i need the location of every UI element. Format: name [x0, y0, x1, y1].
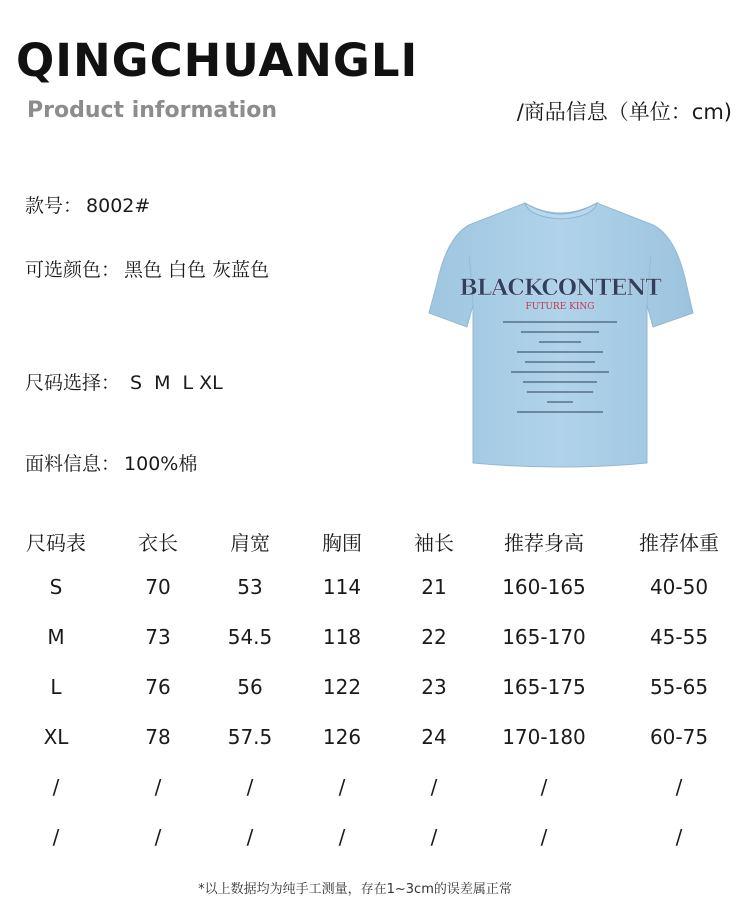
table-cell: 165-170: [502, 625, 586, 649]
brand-title: QINGCHUANGLI: [16, 34, 419, 87]
table-cell: 53: [237, 575, 263, 599]
table-cell: /: [338, 825, 346, 849]
style-number-value: 8002#: [86, 195, 151, 217]
header-chest: 胸围: [322, 530, 362, 555]
table-cell: 57.5: [227, 725, 273, 749]
table-cell: 54.5: [227, 625, 273, 649]
table-cell: 78: [145, 725, 171, 749]
table-cell: /: [338, 775, 346, 799]
table-cell: /: [52, 775, 60, 799]
table-cell: 118: [322, 625, 362, 649]
measurement-footnote: *以上数据均为纯手工测量，存在1~3cm的误差属正常: [198, 882, 512, 897]
table-cell: /: [675, 775, 683, 799]
style-number-row: [25, 197, 150, 216]
size-option-m: M: [154, 372, 171, 394]
header-size-chart: 尺码表: [26, 530, 86, 555]
size-options-row: [25, 374, 235, 393]
table-cell: 73: [145, 625, 171, 649]
table-cell: S: [49, 575, 63, 599]
table-cell: 23: [421, 675, 447, 699]
table-row: [0, 612, 750, 662]
print-subtitle-text: FUTURE KING: [525, 302, 595, 312]
unit-label: /商品信息（单位：cm): [516, 100, 732, 124]
table-row: [0, 762, 750, 812]
size-options-label: 尺码选择：: [25, 372, 121, 394]
table-cell: /: [52, 825, 60, 849]
print-title-text: BLACKCONTENT: [459, 275, 661, 301]
size-option-xl: XL: [199, 372, 223, 394]
table-cell: 45-55: [649, 625, 709, 649]
fabric-row: [25, 455, 197, 474]
table-cell: 24: [421, 725, 447, 749]
table-row: [0, 662, 750, 712]
table-cell: /: [154, 825, 162, 849]
table-row: [0, 812, 750, 862]
header-length: 衣长: [138, 530, 178, 555]
size-option-l: L: [182, 372, 194, 394]
header-recommended-height: 推荐身高: [504, 530, 584, 555]
table-cell: 40-50: [649, 575, 709, 599]
style-number-label: 款号：: [25, 195, 83, 217]
header-sleeve: 袖长: [414, 530, 454, 555]
table-cell: 165-175: [502, 675, 586, 699]
table-cell: /: [154, 775, 162, 799]
size-chart-header-row: [0, 520, 750, 562]
table-cell: 60-75: [649, 725, 709, 749]
table-cell: 56: [237, 675, 263, 699]
table-cell: 114: [322, 575, 362, 599]
table-row: [0, 562, 750, 612]
size-chart-table: [0, 520, 750, 862]
table-cell: /: [246, 825, 254, 849]
size-option-s: S: [130, 372, 143, 394]
table-row: [0, 712, 750, 762]
table-cell: /: [430, 825, 438, 849]
table-cell: /: [540, 775, 548, 799]
table-cell: M: [47, 625, 65, 649]
table-cell: 55-65: [649, 675, 709, 699]
table-cell: 126: [322, 725, 362, 749]
table-cell: 21: [421, 575, 447, 599]
table-cell: /: [430, 775, 438, 799]
table-cell: XL: [43, 725, 69, 749]
table-cell: /: [540, 825, 548, 849]
table-cell: 122: [322, 675, 362, 699]
table-cell: 76: [145, 675, 171, 699]
color-options-label: 可选颜色：: [25, 259, 121, 281]
fabric-label: 面料信息：: [25, 453, 121, 475]
size-options-value: [130, 372, 235, 394]
tshirt-body: [429, 203, 693, 467]
table-cell: L: [50, 675, 62, 699]
color-options-value: 黑色 白色 灰蓝色: [124, 259, 270, 281]
table-cell: 160-165: [502, 575, 586, 599]
table-cell: /: [246, 775, 254, 799]
header-shoulder: 肩宽: [230, 530, 270, 555]
table-cell: /: [675, 825, 683, 849]
color-options-row: [25, 261, 269, 280]
tshirt-product-image: [425, 195, 695, 470]
table-cell: 170-180: [502, 725, 586, 749]
fabric-value: 100%棉: [124, 453, 198, 475]
product-info-subtitle: Product information: [27, 98, 278, 123]
table-cell: 22: [421, 625, 447, 649]
header-recommended-weight: 推荐体重: [639, 530, 719, 555]
table-cell: 70: [145, 575, 171, 599]
